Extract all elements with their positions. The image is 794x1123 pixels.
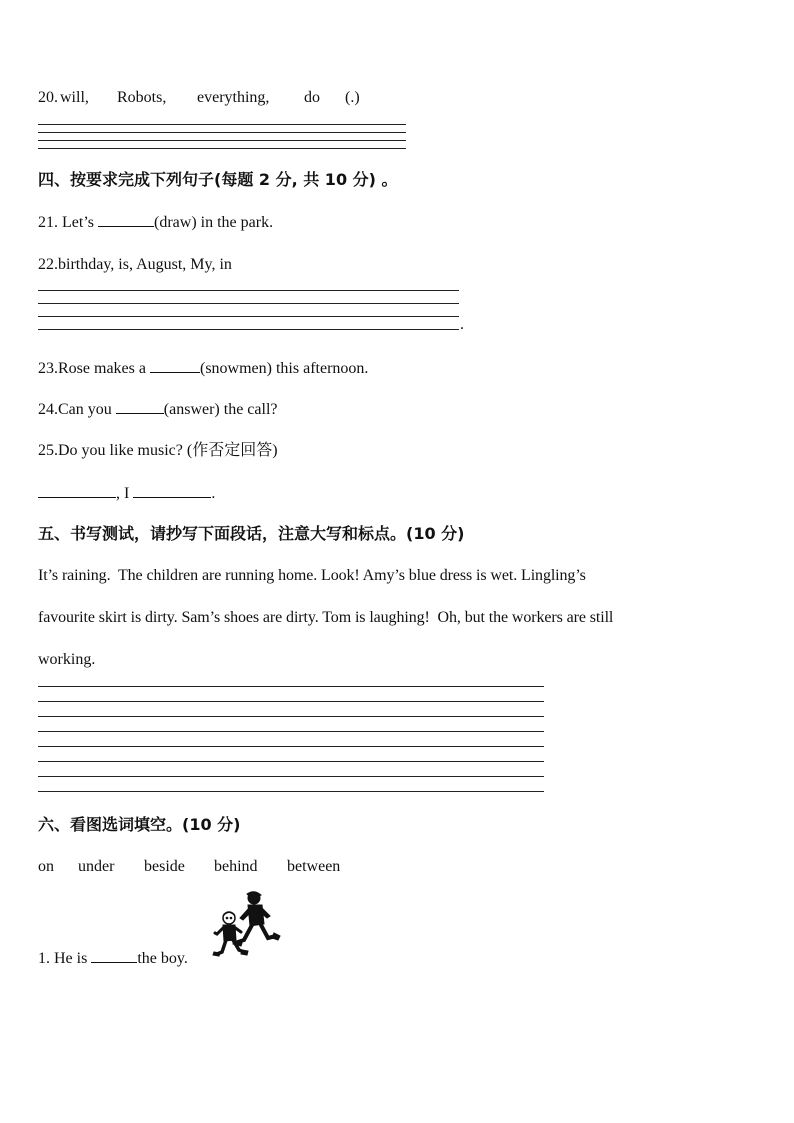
fill-blank-25b[interactable] bbox=[133, 483, 211, 498]
scramble-word-5: (.) bbox=[345, 89, 360, 106]
fill-blank-21[interactable] bbox=[98, 212, 154, 227]
answer-line bbox=[38, 761, 544, 762]
answer-line bbox=[38, 776, 544, 777]
word-bank-item: behind bbox=[214, 858, 258, 875]
scramble-word-1: will, bbox=[60, 89, 89, 106]
answer-line bbox=[38, 148, 406, 149]
word-bank-item: under bbox=[78, 858, 115, 875]
question-24 bbox=[38, 399, 278, 420]
section-6-heading: 六、看图选词填空。(10 分) bbox=[38, 815, 241, 834]
answer-line bbox=[38, 716, 544, 717]
question-25: 25.Do you like music? (作否定回答) bbox=[38, 442, 278, 459]
question-23-prefix: 23.Rose makes a bbox=[38, 360, 150, 377]
question-24-suffix: (answer) the call? bbox=[163, 401, 278, 418]
fill-blank-23[interactable] bbox=[150, 358, 200, 373]
scramble-word-4: do bbox=[304, 89, 320, 106]
copy-paragraph-line-3: working. bbox=[38, 651, 96, 668]
fill-blank-pic-1[interactable] bbox=[91, 948, 137, 963]
section-4-heading: 四、按要求完成下列句子(每题 2 分, 共 10 分) 。 bbox=[38, 170, 398, 189]
word-bank-item: beside bbox=[144, 858, 185, 875]
answer-line bbox=[38, 132, 406, 133]
fill-blank-24[interactable] bbox=[116, 399, 164, 414]
question-21-suffix: (draw) in the park. bbox=[154, 214, 274, 231]
answer-line bbox=[38, 686, 544, 687]
answer-line bbox=[38, 290, 459, 291]
answer-line bbox=[38, 329, 459, 330]
question-21-prefix: 21. Let’s bbox=[38, 214, 98, 231]
answer-middle: , I bbox=[116, 485, 134, 502]
picture-question-1-suffix: the boy. bbox=[137, 950, 188, 967]
question-24-prefix: 24.Can you bbox=[38, 401, 116, 418]
copy-writing-lines[interactable] bbox=[38, 686, 548, 794]
question-20 bbox=[38, 88, 368, 108]
answer-lines-q22[interactable] bbox=[38, 290, 468, 334]
question-23-suffix: (snowmen) this afternoon. bbox=[199, 360, 369, 377]
scramble-word-3: everything, bbox=[197, 89, 270, 106]
question-25-answer bbox=[38, 483, 215, 504]
fill-blank-25a[interactable] bbox=[38, 483, 116, 498]
question-23 bbox=[38, 358, 368, 379]
answer-line bbox=[38, 731, 544, 732]
running-people-illustration bbox=[212, 890, 282, 962]
question-22: 22.birthday, is, August, My, in bbox=[38, 256, 232, 273]
end-period: . bbox=[460, 316, 464, 333]
answer-line bbox=[38, 140, 406, 141]
answer-line bbox=[38, 316, 459, 317]
picture-question-1 bbox=[38, 948, 188, 969]
answer-line bbox=[38, 303, 459, 304]
copy-paragraph-line-2: favourite skirt is dirty. Sam’s shoes are dirty. Tom is laughing! Oh, but the workers are still bbox=[38, 609, 614, 626]
question-21 bbox=[38, 212, 273, 233]
word-bank bbox=[38, 857, 368, 877]
copy-paragraph-line-1: It’s raining. The children are running home. Look! Amy’s blue dress is wet. Lingling’s bbox=[38, 567, 586, 584]
answer-line bbox=[38, 124, 406, 125]
man-figure bbox=[233, 892, 280, 946]
answer-lines-q20[interactable] bbox=[38, 124, 408, 150]
answer-line bbox=[38, 701, 544, 702]
picture-question-1-prefix: 1. He is bbox=[38, 950, 92, 967]
question-20-number: 20. bbox=[38, 89, 58, 106]
section-5-heading: 五、书写测试，请抄写下面段话，注意大写和标点。(10 分) bbox=[38, 524, 465, 543]
word-bank-item: on bbox=[38, 858, 54, 875]
answer-line bbox=[38, 746, 544, 747]
scramble-word-2: Robots, bbox=[117, 89, 167, 106]
word-bank-item: between bbox=[287, 858, 341, 875]
answer-line bbox=[38, 791, 544, 792]
answer-end: . bbox=[211, 485, 216, 502]
